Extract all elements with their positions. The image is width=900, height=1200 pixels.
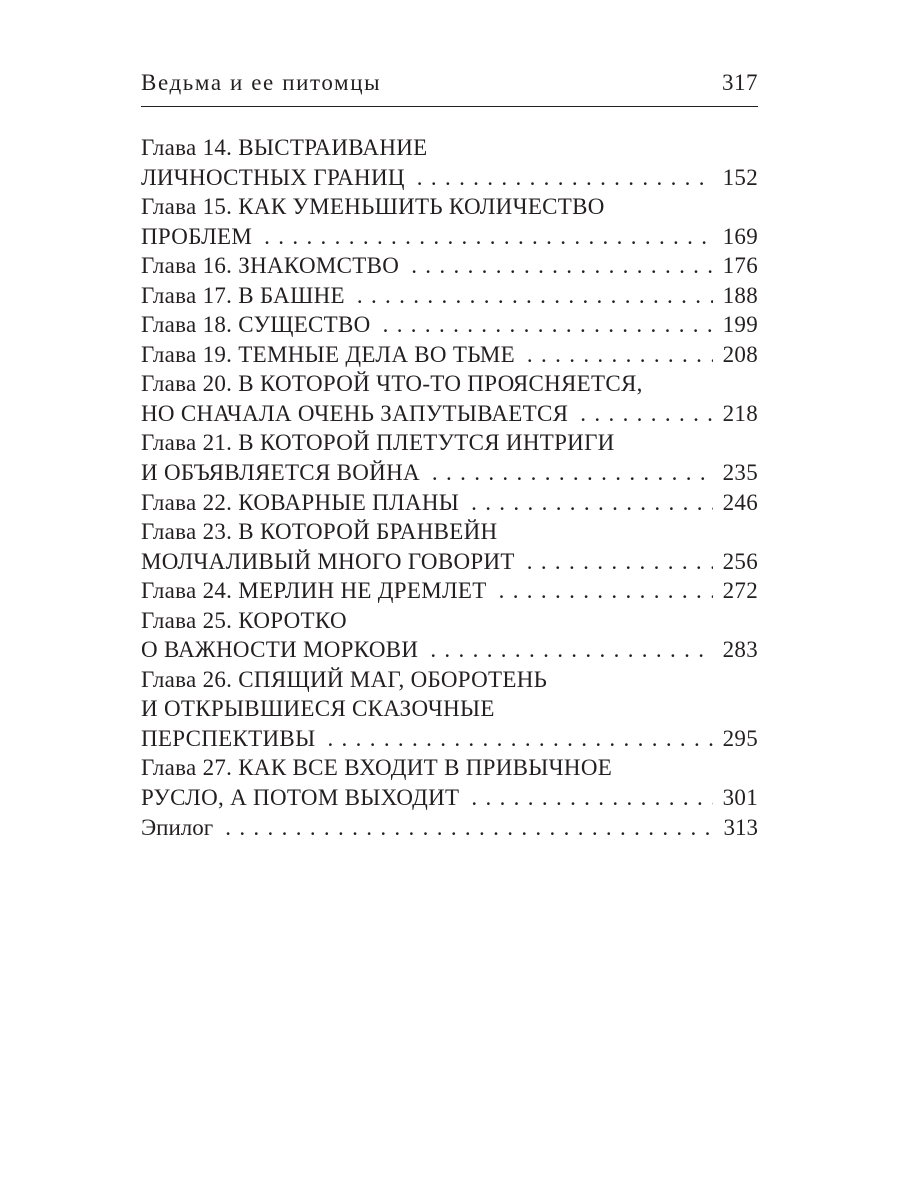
toc-line: И ОТКРЫВШИЕСЯ СКАЗОЧНЫЕ xyxy=(141,696,495,722)
toc-entry-title: Глава 18. СУЩЕСТВО xyxy=(141,312,371,338)
dot-leader xyxy=(499,576,713,606)
toc-entry[interactable] xyxy=(141,163,758,193)
toc-entry[interactable] xyxy=(141,251,758,281)
toc-entry-page: 235 xyxy=(722,460,758,486)
toc-entry-page: 218 xyxy=(722,400,758,426)
toc-entry[interactable] xyxy=(141,783,758,813)
toc-entry-title: Эпилог xyxy=(141,814,214,840)
toc-entry-title: ПРОБЛЕМ xyxy=(141,223,253,249)
dot-leader xyxy=(327,724,712,754)
toc-line: Глава 25. КОРОТКО xyxy=(141,607,347,633)
dot-leader xyxy=(430,635,712,665)
toc-line: Глава 14. ВЫСТРАИВАНИЕ xyxy=(141,135,428,160)
toc-entry-title: ЛИЧНОСТНЫХ ГРАНИЦ xyxy=(141,164,405,190)
toc-line: Глава 26. СПЯЩИЙ МАГ, ОБОРОТЕНЬ xyxy=(141,666,548,692)
toc-entry-title: Глава 24. МЕРЛИН НЕ ДРЕМЛЕТ xyxy=(141,578,487,604)
dot-leader xyxy=(225,813,713,843)
toc-line: Глава 27. КАК ВСЕ ВХОДИТ В ПРИВЫЧНОЕ xyxy=(141,755,613,781)
toc-entry[interactable] xyxy=(141,724,758,754)
toc-entry-page: 176 xyxy=(722,253,758,279)
toc-entry-title: Глава 19. ТЕМНЫЕ ДЕЛА ВО ТЬМЕ xyxy=(141,341,515,367)
toc-entry-page: 199 xyxy=(722,312,758,338)
dot-leader xyxy=(264,222,712,252)
toc-entry-title: МОЛЧАЛИВЫЙ МНОГО ГОВОРИТ xyxy=(141,548,515,574)
toc-entry-page: 272 xyxy=(722,578,758,604)
toc-entry-page: 295 xyxy=(722,725,758,751)
toc-entry-page: 246 xyxy=(722,489,758,515)
toc-entry-title: Глава 17. В БАШНЕ xyxy=(141,282,345,308)
toc-entry-page: 188 xyxy=(722,282,758,308)
dot-leader xyxy=(471,783,712,813)
dot-leader xyxy=(580,399,712,429)
toc-entry-title: Глава 16. ЗНАКОМСТВО xyxy=(141,253,400,279)
toc-entry[interactable] xyxy=(141,547,758,577)
toc-line: Глава 15. КАК УМЕНЬШИТЬ КОЛИЧЕСТВО xyxy=(141,194,605,220)
toc-entry-page: 313 xyxy=(723,814,758,840)
toc-entry[interactable] xyxy=(141,281,758,311)
toc-entry[interactable] xyxy=(141,310,758,340)
toc-entry[interactable] xyxy=(141,399,758,429)
dot-leader xyxy=(527,340,713,370)
toc-entry[interactable] xyxy=(141,222,758,252)
toc-entry[interactable] xyxy=(141,340,758,370)
toc-entry[interactable] xyxy=(141,635,758,665)
toc-line: Глава 21. В КОТОРОЙ ПЛЕТУТСЯ ИНТРИГИ xyxy=(141,430,615,456)
toc-line: Глава 23. В КОТОРОЙ БРАНВЕЙН xyxy=(141,519,498,545)
toc-entry-title: РУСЛО, А ПОТОМ ВЫХОДИТ xyxy=(141,785,460,811)
page-number: 317 xyxy=(722,70,758,95)
dot-leader xyxy=(383,310,713,340)
toc-entry-page: 169 xyxy=(722,223,758,249)
dot-leader xyxy=(527,547,713,577)
toc-entry-page: 256 xyxy=(722,548,758,574)
table-of-contents xyxy=(141,133,758,842)
toc-entry-title: НО СНАЧАЛА ОЧЕНЬ ЗАПУТЫВАЕТСЯ xyxy=(141,400,569,426)
dot-leader xyxy=(432,458,713,488)
toc-entry-title: Глава 22. КОВАРНЫЕ ПЛАНЫ xyxy=(141,489,460,515)
toc-entry-title: И ОБЪЯВЛЯЕТСЯ ВОЙНА xyxy=(141,460,420,486)
running-head xyxy=(141,66,758,107)
book-title: Ведьма и ее питомцы xyxy=(141,70,382,95)
dot-leader xyxy=(411,251,712,281)
toc-entry-title: О ВАЖНОСТИ МОРКОВИ xyxy=(141,637,419,663)
toc-line: Глава 20. В КОТОРОЙ ЧТО-ТО ПРОЯСНЯЕТСЯ, xyxy=(141,371,643,397)
dot-leader xyxy=(417,163,713,193)
dot-leader xyxy=(471,488,713,518)
toc-entry-page: 208 xyxy=(722,341,758,367)
toc-entry-title: ПЕРСПЕКТИВЫ xyxy=(141,725,316,751)
toc-entry-page: 301 xyxy=(722,785,758,811)
toc-entry[interactable] xyxy=(141,813,758,843)
toc-entry[interactable] xyxy=(141,488,758,518)
toc-entry[interactable] xyxy=(141,458,758,488)
toc-entry[interactable] xyxy=(141,576,758,606)
toc-entry-page: 283 xyxy=(722,637,758,663)
dot-leader xyxy=(357,281,713,311)
toc-entry-page: 152 xyxy=(722,164,758,190)
